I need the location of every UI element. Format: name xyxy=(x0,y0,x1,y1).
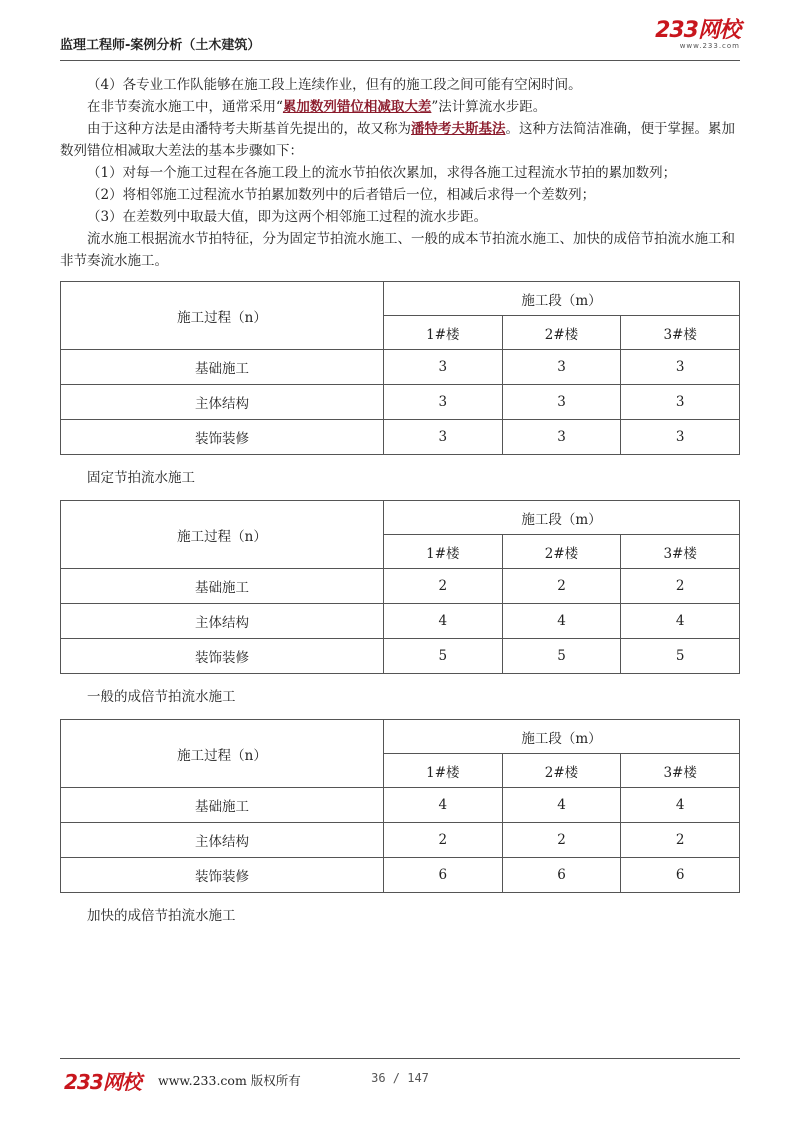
page-header xyxy=(60,18,740,60)
table-cell: 3 xyxy=(384,385,503,420)
table-cell: 3 xyxy=(621,420,740,455)
row-label: 基础施工 xyxy=(61,569,384,604)
table-cell: 3 xyxy=(502,350,621,385)
table-cell: 3 xyxy=(502,385,621,420)
paragraph-origin xyxy=(60,118,740,162)
highlight-term: 累加数列错位相减取大差 xyxy=(282,99,432,115)
table-row xyxy=(61,569,740,604)
logo-url: www.233.com xyxy=(679,42,740,50)
table-cell: 3 xyxy=(502,420,621,455)
rhythm-table-general xyxy=(60,500,740,674)
header-segments: 施工段（m） xyxy=(384,282,740,316)
footer-logo: 233网校 xyxy=(64,1070,141,1094)
footer-divider xyxy=(60,1058,740,1059)
row-label: 基础施工 xyxy=(61,350,384,385)
highlight-term: 潘特考夫斯基法 xyxy=(411,121,506,137)
table-cell: 2 xyxy=(384,823,503,858)
row-label: 主体结构 xyxy=(61,823,384,858)
step-2: （2）将相邻施工过程流水节拍累加数列中的后者错后一位，相减后求得一个差数列； xyxy=(87,187,596,203)
paragraph-text: ”法计算流水步距。 xyxy=(431,99,547,115)
table-cell: 6 xyxy=(384,858,503,893)
header-col-1: 1#楼 xyxy=(384,754,503,788)
table-cell: 3 xyxy=(384,420,503,455)
header-segments: 施工段（m） xyxy=(384,501,740,535)
copyright-text: www.233.com 版权所有 xyxy=(158,1073,301,1088)
table-cell: 5 xyxy=(621,639,740,674)
row-label: 主体结构 xyxy=(61,385,384,420)
row-label: 装饰装修 xyxy=(61,420,384,455)
table-cell: 4 xyxy=(384,604,503,639)
rhythm-table-accelerated xyxy=(60,719,740,893)
table-row xyxy=(61,858,740,893)
header-col-2: 2#楼 xyxy=(502,754,621,788)
header-col-3: 3#楼 xyxy=(621,316,740,350)
header-process: 施工过程（n） xyxy=(61,282,384,350)
table-caption: 一般的成倍节拍流水施工 xyxy=(87,689,236,705)
page-footer xyxy=(60,1058,740,1098)
row-label: 基础施工 xyxy=(61,788,384,823)
table-row xyxy=(61,385,740,420)
table-row xyxy=(61,350,740,385)
header-col-1: 1#楼 xyxy=(384,316,503,350)
paragraph-classification: 流水施工根据流水节拍特征，分为固定节拍流水施工、一般的成本节拍流水施工、加快的成倍节拍流水施工和非节奏流水施工。 xyxy=(60,231,735,269)
header-divider xyxy=(60,60,740,61)
row-label: 装饰装修 xyxy=(61,858,384,893)
table-cell: 3 xyxy=(621,385,740,420)
table-row xyxy=(61,788,740,823)
header-col-1: 1#楼 xyxy=(384,535,503,569)
header-process: 施工过程（n） xyxy=(61,720,384,788)
table-cell: 6 xyxy=(621,858,740,893)
step-1: （1）对每一个施工过程在各施工段上的流水节拍依次累加，求得各施工过程流水节拍的累加数列； xyxy=(87,165,677,181)
table-cell: 2 xyxy=(621,569,740,604)
paragraph-text: 在非节奏流水施工中，通常采用“ xyxy=(87,99,283,115)
logo-wordmark: 233网校 xyxy=(655,18,740,43)
header-col-3: 3#楼 xyxy=(621,754,740,788)
table-caption: 固定节拍流水施工 xyxy=(87,470,195,486)
table-cell: 6 xyxy=(502,858,621,893)
document-title: 监理工程师-案例分析（土木建筑） xyxy=(60,38,261,53)
table-cell: 4 xyxy=(502,788,621,823)
table-cell: 5 xyxy=(502,639,621,674)
paragraph-method xyxy=(60,96,740,118)
table-row xyxy=(61,420,740,455)
header-process: 施工过程（n） xyxy=(61,501,384,569)
table-cell: 4 xyxy=(621,604,740,639)
paragraph-text: 由于这种方法是由潘特考夫斯基首先提出的，故又称为 xyxy=(87,121,411,137)
step-3: （3）在差数列中取最大值，即为这两个相邻施工过程的流水步距。 xyxy=(87,209,488,225)
header-col-2: 2#楼 xyxy=(502,535,621,569)
table-cell: 4 xyxy=(621,788,740,823)
table-cell: 2 xyxy=(384,569,503,604)
table-cell: 2 xyxy=(621,823,740,858)
table-cell: 2 xyxy=(502,569,621,604)
table-row xyxy=(61,639,740,674)
table-cell: 4 xyxy=(384,788,503,823)
header-col-3: 3#楼 xyxy=(621,535,740,569)
table-caption: 加快的成倍节拍流水施工 xyxy=(87,908,236,924)
row-label: 主体结构 xyxy=(61,604,384,639)
table-row xyxy=(61,823,740,858)
paragraph-point-4: （4）各专业工作队能够在施工段上连续作业，但有的施工段之间可能有空闲时间。 xyxy=(87,77,582,93)
row-label: 装饰装修 xyxy=(61,639,384,674)
table-cell: 3 xyxy=(621,350,740,385)
table-row xyxy=(61,604,740,639)
table-cell: 2 xyxy=(502,823,621,858)
table-cell: 4 xyxy=(502,604,621,639)
rhythm-table-fixed xyxy=(60,281,740,455)
page-number: 36 / 147 xyxy=(371,1071,429,1085)
table-cell: 3 xyxy=(384,350,503,385)
brand-logo xyxy=(655,20,740,50)
header-segments: 施工段（m） xyxy=(384,720,740,754)
header-col-2: 2#楼 xyxy=(502,316,621,350)
table-cell: 5 xyxy=(384,639,503,674)
page-content xyxy=(60,74,740,927)
paragraph-text: 。这种方法简洁准确，便于掌握。累加数列错位相减取大差法的基本步骤如下： xyxy=(60,121,735,159)
